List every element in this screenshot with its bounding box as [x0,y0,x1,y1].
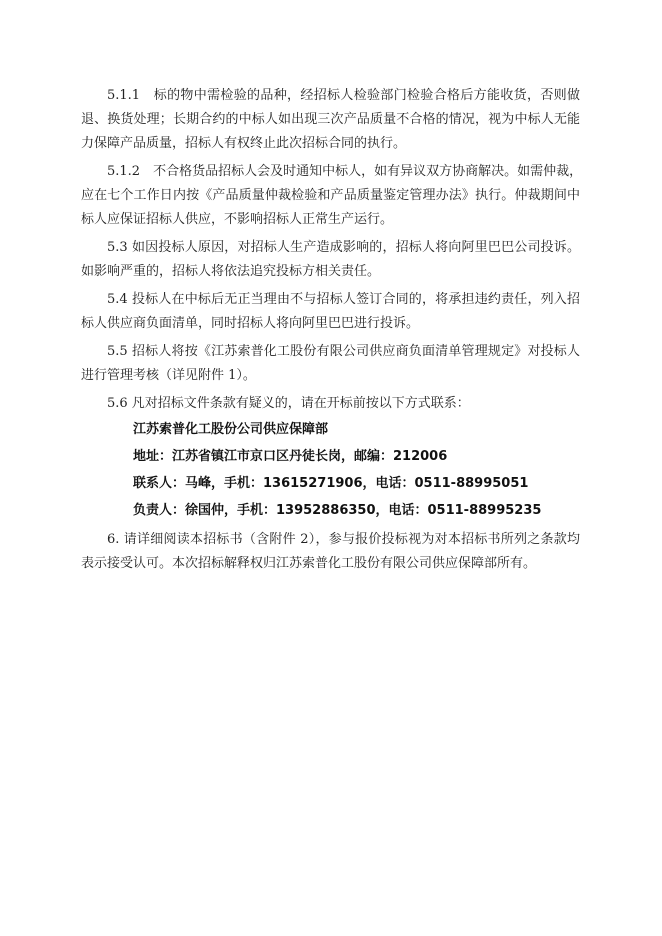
text-line: 表示接受认可。本次招标解释权归江苏索普化工股份有限公司供应保障部所有。 [81,556,537,571]
text-line: 如影响严重的，招标人将依法追究投标方相关责任。 [81,264,381,279]
clause-5-1-1 [81,84,580,156]
contact-address: 地址：江苏省镇江市京口区丹徒长岗，邮编：212006 [133,449,448,464]
text-line: 5.4 投标人在中标后无正当理由不与招标人签订合同的，将承担违约责任，列入招 [107,292,580,307]
contact-department: 江苏索普化工股份公司供应保障部 [133,422,329,437]
clause-5-1-2 [81,160,583,232]
contact-manager: 负责人：徐国仲，手机：13952886350，电话：0511-88995235 [133,503,542,518]
clause-5-3 [81,236,580,284]
text-line: 进行管理考核（详见附件 1）。 [81,368,256,383]
text-line: 5.1.1 标的物中需检验的品种，经招标人检验部门检验合格后方能收货，否则做 [107,88,580,103]
text-line: 5.5 招标人将按《江苏索普化工股份有限公司供应商负面清单管理规定》对投标人 [107,344,580,359]
text-line: 6. 请详细阅读本招标书（含附件 2），参与报价投标视为对本招标书所列之条款均 [107,532,580,547]
text-line: 5.3 如因投标人原因，对招标人生产造成影响的，招标人将向阿里巴巴公司投诉。 [107,240,580,255]
clause-6 [81,528,580,576]
text-line: 5.6 凡对招标文件条款有疑义的，请在开标前按以下方式联系： [107,396,470,411]
text-line: 标人应保证招标人供应，不影响招标人正常生产运行。 [81,212,394,227]
clause-5-4 [81,288,580,336]
clause-5-6 [81,392,580,524]
text-line: 退、换货处理；长期合约的中标人如出现三次产品质量不合格的情况，视为中标人无能 [81,112,580,127]
clause-5-5 [81,340,580,388]
text-line: 力保障产品质量，招标人有权终止此次招标合同的执行。 [81,136,407,151]
contact-person: 联系人：马峰，手机：13615271906，电话：0511-88995051 [133,476,529,491]
text-line: 应在七个工作日内按《产品质量仲裁检验和产品质量鉴定管理办法》执行。仲裁期间中 [81,188,580,203]
text-line: 标人供应商负面清单，同时招标人将向阿里巴巴进行投诉。 [81,316,420,331]
text-line: 5.1.2 不合格货品招标人会及时通知中标人，如有异议双方协商解决。如需仲裁， [107,164,583,179]
document-page [81,84,583,580]
